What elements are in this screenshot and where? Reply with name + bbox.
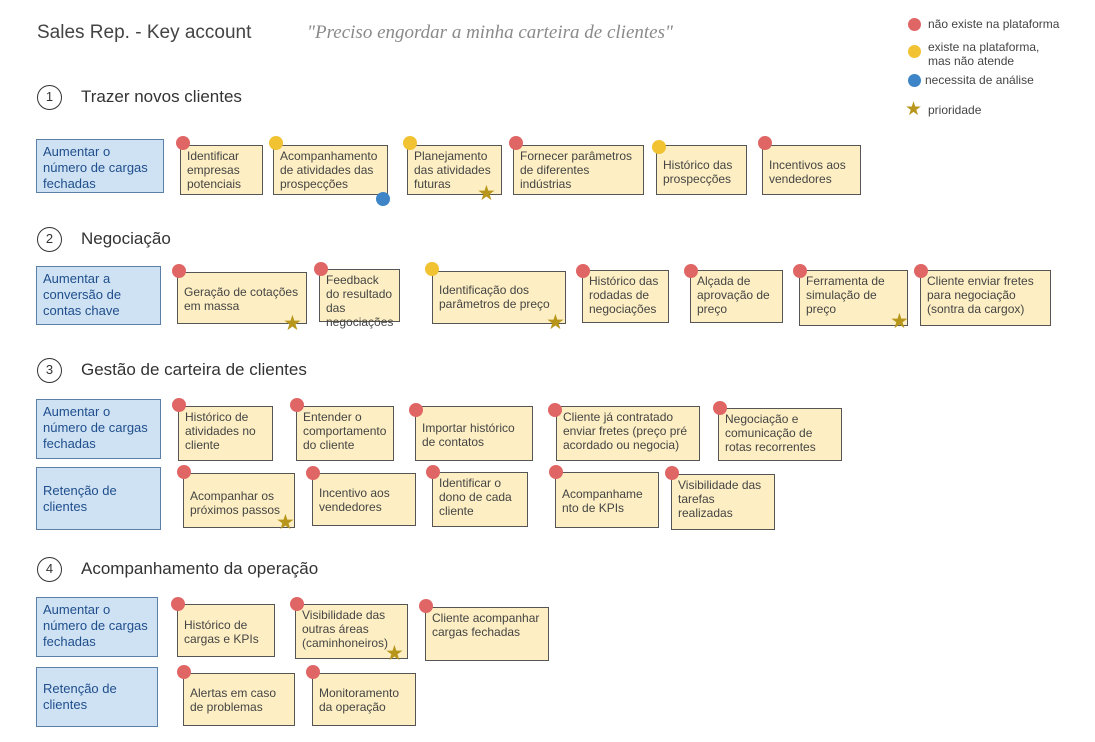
status-yellow-dot-icon xyxy=(269,136,283,150)
section-number: 2 xyxy=(37,227,62,252)
note-card: Acompanhame nto de KPIs xyxy=(555,472,659,528)
goal-box: Retenção de clientes xyxy=(36,667,158,727)
status-red-dot-icon xyxy=(665,466,679,480)
note-card: Feedback do resultado das negociações xyxy=(319,269,400,322)
note-card: Alertas em caso de problemas xyxy=(183,673,295,726)
status-red-dot-icon xyxy=(549,465,563,479)
note-card: Histórico de atividades no cliente xyxy=(178,406,273,461)
note-card: Entender o comportamento do cliente xyxy=(296,406,394,461)
section-title: Gestão de carteira de clientes xyxy=(81,360,307,379)
note-card: Identificar empresas potenciais xyxy=(180,145,263,195)
status-blue-dot-icon xyxy=(376,192,390,206)
note-card: Acompanhamento de atividades das prospecções xyxy=(273,145,388,195)
note-card: Histórico das prospecções xyxy=(656,145,747,195)
legend-red-dot-icon xyxy=(908,18,921,31)
note-card: Incentivos aos vendedores xyxy=(762,145,861,195)
status-red-dot-icon xyxy=(548,403,562,417)
section-number: 4 xyxy=(37,557,62,582)
note-card: Histórico das rodadas de negociações xyxy=(582,270,669,323)
status-red-dot-icon xyxy=(419,599,433,613)
status-red-dot-icon xyxy=(684,264,698,278)
status-red-dot-icon xyxy=(172,264,186,278)
note-card: Identificar o dono de cada cliente xyxy=(432,472,528,527)
status-yellow-dot-icon xyxy=(425,262,439,276)
note-card: Fornecer parâmetros de diferentes indústrias xyxy=(513,145,644,195)
status-red-dot-icon xyxy=(172,398,186,412)
status-yellow-dot-icon xyxy=(403,136,417,150)
status-red-dot-icon xyxy=(758,136,772,150)
note-card: Geração de cotações em massa xyxy=(177,272,307,324)
priority-star-icon: ★ xyxy=(283,312,302,335)
note-card: Planejamento das atividades futuras xyxy=(407,145,502,195)
priority-star-icon: ★ xyxy=(385,642,404,665)
note-card: Cliente acompanhar cargas fechadas xyxy=(425,607,549,661)
goal-box: Aumentar o número de cargas fechadas xyxy=(36,597,158,657)
note-card: Cliente já contratado enviar fretes (preço pré acordado ou negocia) xyxy=(556,406,700,461)
legend-yellow-label-line2: mas não atende xyxy=(928,54,1015,68)
persona-quote: "Preciso engordar a minha carteira de clientes" xyxy=(307,22,673,43)
goal-box: Aumentar o número de cargas fechadas xyxy=(36,399,161,459)
priority-star-icon: ★ xyxy=(276,511,295,534)
goal-box: Aumentar o número de cargas fechadas xyxy=(36,139,164,193)
status-red-dot-icon xyxy=(306,665,320,679)
status-red-dot-icon xyxy=(290,597,304,611)
section-title: Negociação xyxy=(81,229,171,248)
note-card: Acompanhar os próximos passos xyxy=(183,473,295,528)
legend-star-label: prioridade xyxy=(928,103,982,117)
status-yellow-dot-icon xyxy=(652,140,666,154)
status-red-dot-icon xyxy=(409,403,423,417)
goal-box: Aumentar a conversão de contas chave xyxy=(36,266,161,325)
status-red-dot-icon xyxy=(793,264,807,278)
note-card: Incentivo aos vendedores xyxy=(312,473,416,526)
section-number: 3 xyxy=(37,358,62,383)
legend-star-icon: ★ xyxy=(905,99,923,120)
section-title: Acompanhamento da operação xyxy=(81,559,319,578)
legend-yellow-label-line1: existe na plataforma, xyxy=(928,40,1040,54)
note-card: Negociação e comunicação de rotas recorrentes xyxy=(718,408,842,461)
note-card: Cliente enviar fretes para negociação (sontra da cargox) xyxy=(920,270,1051,326)
status-red-dot-icon xyxy=(177,665,191,679)
status-red-dot-icon xyxy=(509,136,523,150)
status-red-dot-icon xyxy=(576,264,590,278)
page-title: Sales Rep. - Key account xyxy=(37,22,252,43)
legend-yellow-dot-icon xyxy=(908,45,921,58)
note-card: Monitoramento da operação xyxy=(312,673,416,726)
status-red-dot-icon xyxy=(914,264,928,278)
section-title: Trazer novos clientes xyxy=(81,87,242,106)
status-red-dot-icon xyxy=(177,465,191,479)
priority-star-icon: ★ xyxy=(546,311,565,334)
note-card: Importar histórico de contatos xyxy=(415,406,533,461)
note-card: Identificação dos parâmetros de preço xyxy=(432,271,566,324)
status-red-dot-icon xyxy=(713,401,727,415)
status-red-dot-icon xyxy=(290,398,304,412)
note-card: Visibilidade das outras áreas (caminhoneiros) xyxy=(295,604,408,659)
status-red-dot-icon xyxy=(426,465,440,479)
priority-star-icon: ★ xyxy=(890,310,909,333)
status-red-dot-icon xyxy=(306,466,320,480)
note-card: Visibilidade das tarefas realizadas xyxy=(671,474,775,530)
goal-box: Retenção de clientes xyxy=(36,467,161,530)
section-number: 1 xyxy=(37,85,62,110)
legend-blue-label: necessita de análise xyxy=(925,73,1034,87)
note-card: Ferramenta de simulação de preço xyxy=(799,270,908,326)
status-red-dot-icon xyxy=(176,136,190,150)
legend-red-label: não existe na plataforma xyxy=(928,17,1060,31)
note-card: Histórico de cargas e KPIs xyxy=(177,604,275,657)
status-red-dot-icon xyxy=(314,262,328,276)
status-red-dot-icon xyxy=(171,597,185,611)
legend-blue-dot-icon xyxy=(908,74,921,87)
note-card: Alçada de aprovação de preço xyxy=(690,270,783,323)
priority-star-icon: ★ xyxy=(477,182,496,205)
